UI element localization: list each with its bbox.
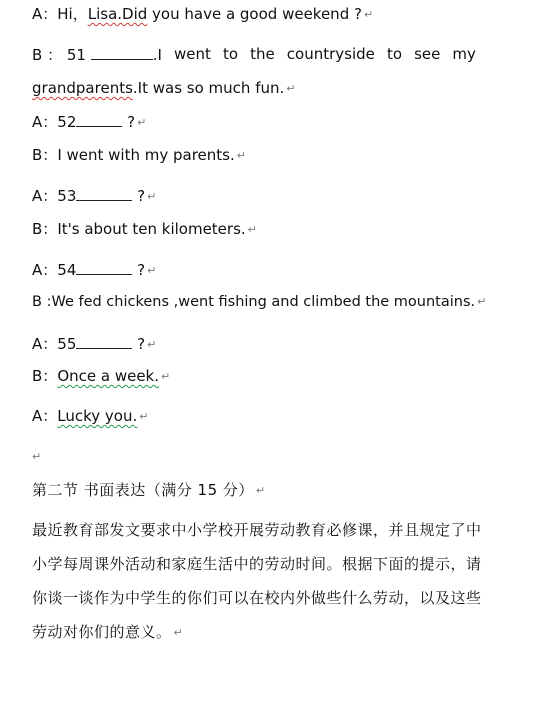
paragraph-mark-icon: ↵ (363, 8, 374, 21)
paragraph-mark-icon: ↵ (173, 626, 184, 639)
paragraph-mark-icon: ↵ (161, 370, 171, 383)
paragraph-line (32, 622, 183, 643)
speaker: A (32, 187, 43, 205)
answer-blank[interactable] (91, 44, 153, 60)
dialogue-line-1 (32, 4, 373, 25)
paragraph-mark-icon: ↵ (147, 190, 157, 203)
line-text: you have a good weekend ? (147, 5, 362, 23)
paragraph-mark-icon: ↵ (477, 295, 487, 308)
dialogue-line-5 (32, 185, 156, 207)
separator: ： (47, 46, 63, 64)
answer-blank[interactable] (76, 259, 132, 275)
dialogue-line-2 (32, 44, 476, 65)
line-text: .It was so much fun. (132, 79, 285, 97)
question-number: 52 (57, 113, 77, 131)
answer-blank[interactable] (76, 333, 132, 349)
paragraph-mark-icon: ↵ (147, 338, 157, 351)
answer-blank[interactable] (76, 185, 132, 201)
separator: ： (42, 5, 58, 23)
word: countryside (286, 45, 375, 63)
dialogue-line-9 (32, 333, 156, 355)
line-text: We fed chickens ,went fishing and climbed the mountains. (51, 294, 476, 310)
word: .I (152, 46, 162, 64)
line-text: It's about ten kilometers. (57, 220, 246, 238)
speaker: A (32, 335, 43, 353)
line-text: Hi， (57, 5, 88, 23)
section-heading (32, 480, 266, 501)
question-mark: ? (137, 261, 146, 279)
speaker: A (32, 261, 43, 279)
paragraph-mark-icon: ↵ (247, 223, 257, 236)
dialogue-line-8 (32, 292, 486, 312)
word: went (174, 45, 211, 63)
paragraph-text: 劳动对你们的意义。 (32, 623, 172, 641)
dialogue-line-3 (32, 111, 146, 133)
paragraph-text: 你谈一谈作为中学生的你们可以在校内外做些什么劳动，以及这些 (32, 589, 482, 607)
paragraph-mark-icon: ↵ (255, 484, 266, 497)
empty-paragraph (32, 446, 41, 467)
line-text: I went with my parents. (57, 146, 235, 164)
separator: ： (42, 335, 58, 353)
line-prefix (32, 44, 162, 65)
dialogue-line-6 (32, 219, 257, 240)
section-title: 第二节 书面表达（满分 15 分） (32, 481, 254, 499)
question-mark: ? (137, 335, 146, 353)
word: see (414, 45, 441, 63)
speaker: B (32, 146, 43, 164)
speaker: A (32, 407, 43, 425)
separator: : (46, 294, 52, 310)
dialogue-line-4 (32, 145, 246, 166)
grammar-check-phrase: Lucky you. (57, 407, 138, 425)
spellcheck-word: grandparents (32, 79, 133, 97)
separator: ： (42, 146, 58, 164)
word: the (250, 45, 275, 63)
question-mark: ? (127, 113, 136, 131)
grammar-check-phrase: Once a week. (57, 367, 160, 385)
separator: ： (42, 113, 58, 131)
paragraph-mark-icon: ↵ (286, 82, 296, 95)
speaker: B (32, 294, 42, 310)
word: to (386, 45, 403, 63)
question-number: 55 (57, 335, 77, 353)
question-number: 54 (57, 261, 77, 279)
paragraph-text: 小学每周课外活动和家庭生活中的劳动时间。根据下面的提示，请 (32, 555, 482, 573)
speaker: B (32, 220, 43, 238)
dialogue-line-7 (32, 259, 156, 281)
separator: ： (42, 367, 58, 385)
dialogue-line-10 (32, 366, 170, 387)
paragraph-mark-icon: ↵ (236, 149, 246, 162)
question-mark: ? (137, 187, 146, 205)
paragraph-mark-icon: ↵ (147, 264, 157, 277)
dialogue-line-11 (32, 406, 148, 427)
question-number: 51 (66, 46, 86, 64)
separator: ： (42, 407, 58, 425)
speaker: B (32, 46, 43, 64)
speaker: B (32, 367, 43, 385)
separator: ： (42, 187, 58, 205)
paragraph-line (32, 554, 482, 574)
answer-blank[interactable] (76, 111, 122, 127)
separator: ： (42, 220, 58, 238)
speaker: A (32, 5, 43, 23)
word: my (452, 45, 476, 63)
spellcheck-word: Lisa.Did (87, 5, 148, 23)
dialogue-line-2-continued (32, 78, 295, 99)
speaker: A (32, 113, 43, 131)
separator: ： (42, 261, 58, 279)
paragraph-line (32, 520, 482, 540)
question-number: 53 (57, 187, 77, 205)
paragraph-mark-icon: ↵ (137, 116, 147, 129)
word: to (222, 45, 239, 63)
paragraph-mark-icon: ↵ (139, 410, 149, 423)
paragraph-line (32, 588, 482, 608)
paragraph-mark-icon: ↵ (32, 450, 42, 463)
paragraph-text: 最近教育部发文要求中小学校开展劳动教育必修课，并且规定了中 (32, 521, 482, 539)
